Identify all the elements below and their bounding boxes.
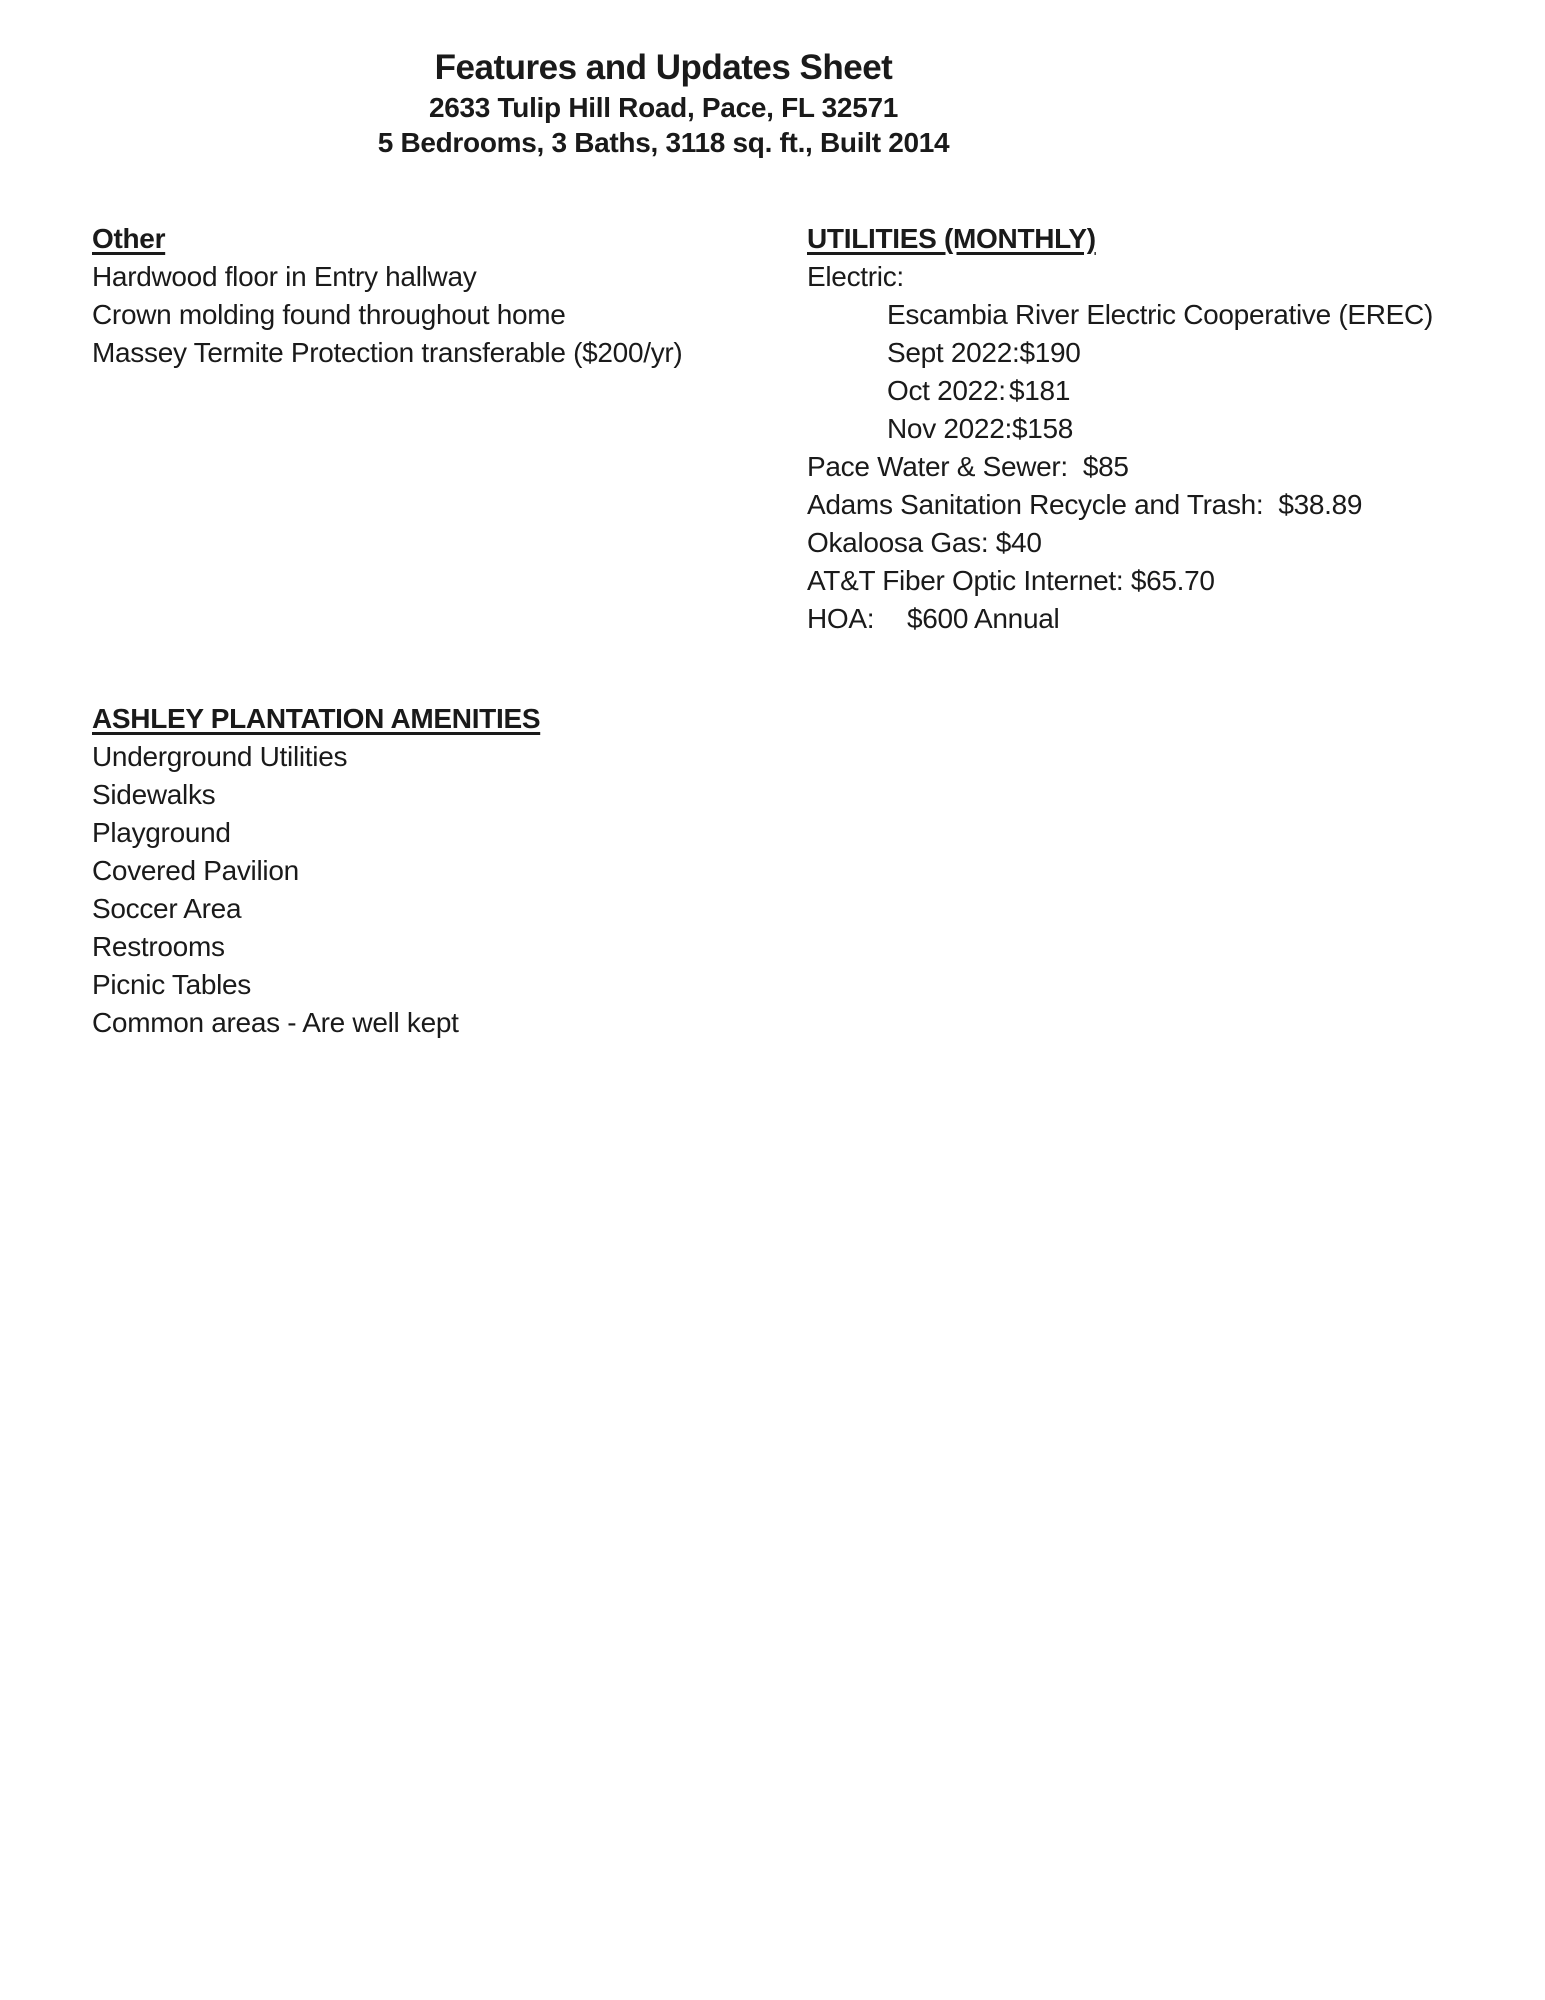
bill-month: Sept 2022:	[887, 337, 1020, 368]
amenity-item: Covered Pavilion	[92, 855, 299, 886]
utilities-section	[807, 220, 1457, 638]
bill-month: Oct 2022:	[887, 375, 1006, 406]
bill-amount: $158	[1011, 413, 1074, 444]
amenity-item: Playground	[92, 817, 231, 848]
utility-item-gas: Okaloosa Gas: $40	[807, 527, 1042, 558]
electric-bill-nov	[807, 410, 1457, 448]
hoa-line	[807, 600, 1457, 638]
amenity-item: Soccer Area	[92, 893, 242, 924]
other-heading: Other	[92, 223, 166, 254]
other-item: Hardwood floor in Entry hallway	[92, 261, 477, 292]
amenity-item: Sidewalks	[92, 779, 216, 810]
amenities-section	[92, 700, 752, 1042]
electric-bill-sept	[807, 334, 1457, 372]
utility-item-sanitation: Adams Sanitation Recycle and Trash: $38.89	[807, 489, 1363, 520]
document-header	[92, 46, 1235, 160]
electric-provider: Escambia River Electric Cooperative (EREC)	[887, 299, 1434, 330]
utilities-heading: UTILITIES (MONTHLY)	[807, 223, 1096, 254]
hoa-value: $600 Annual	[907, 603, 1060, 634]
document-title: Features and Updates Sheet	[434, 48, 893, 87]
amenity-item: Common areas - Are well kept	[92, 1007, 459, 1038]
amenity-item: Underground Utilities	[92, 741, 348, 772]
property-address: 2633 Tulip Hill Road, Pace, FL 32571	[428, 92, 899, 123]
electric-bill-oct	[807, 372, 1457, 410]
other-section	[92, 220, 752, 372]
amenities-heading: ASHLEY PLANTATION AMENITIES	[92, 703, 541, 734]
bill-amount: $190	[1019, 337, 1081, 368]
bill-month: Nov 2022:	[887, 413, 1012, 444]
utility-item-internet: AT&T Fiber Optic Internet: $65.70	[807, 565, 1215, 596]
amenity-item: Restrooms	[92, 931, 225, 962]
utility-item-water-sewer: Pace Water & Sewer: $85	[807, 451, 1129, 482]
electric-label: Electric:	[807, 261, 904, 292]
hoa-label: HOA:	[807, 603, 875, 634]
property-details: 5 Bedrooms, 3 Baths, 3118 sq. ft., Built 2014	[377, 127, 950, 158]
other-item: Crown molding found throughout home	[92, 299, 566, 330]
other-item: Massey Termite Protection transferable ($200/yr)	[92, 337, 683, 368]
amenity-item: Picnic Tables	[92, 969, 252, 1000]
bill-amount: $181	[1009, 375, 1071, 406]
